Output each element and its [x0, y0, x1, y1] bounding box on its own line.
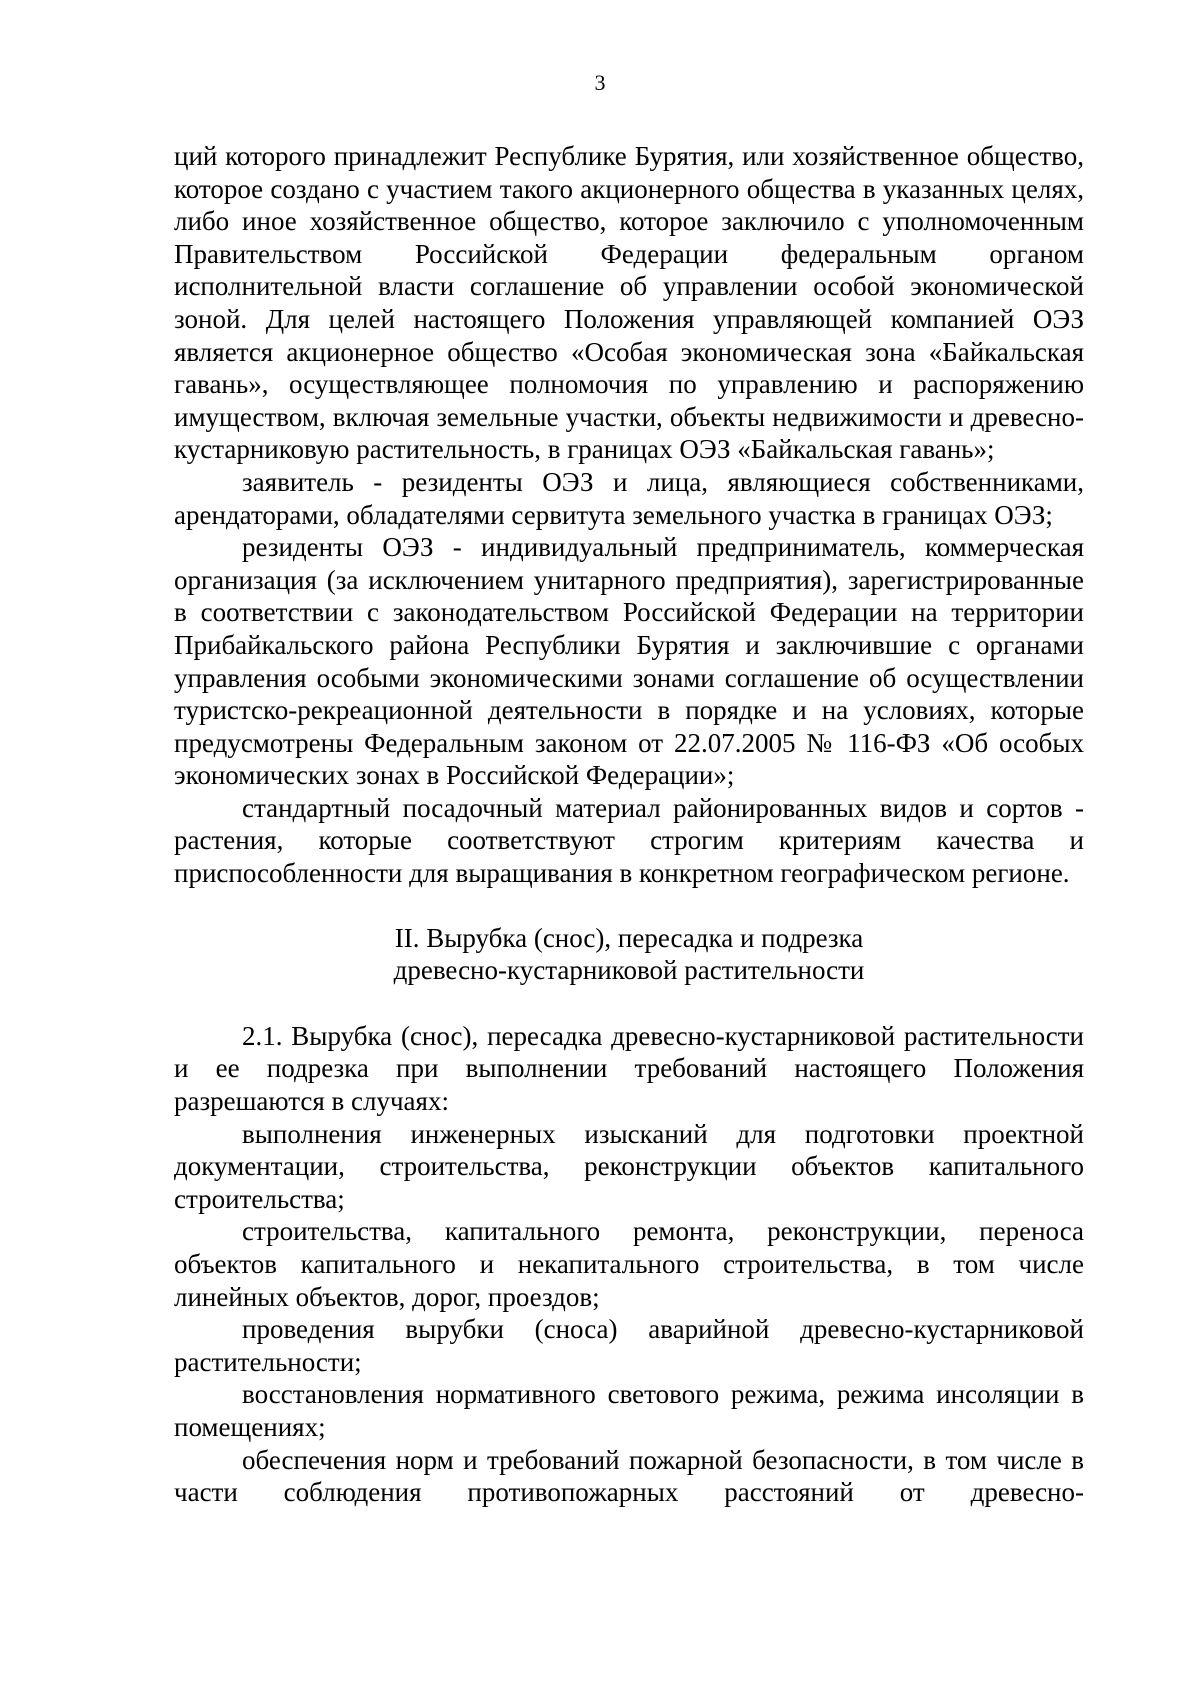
paragraph: обеспечения норм и требований пожарной безопасности, в том числе в части соблюдения противопожарных расстояний от древесно-: [174, 1444, 1084, 1508]
paragraph: заявитель - резиденты ОЭЗ и лица, являющиеся собственниками, арендаторами, обладателями сервитута земельного участка в границах ОЭЗ;: [174, 466, 1084, 530]
paragraph: 2.1. Вырубка (снос), пересадка древесно-кустарниковой растительности и ее подрезка при выполнении требований настоящего Положения разрешаются в случаях:: [174, 1020, 1084, 1117]
definitions-block: [174, 140, 1084, 890]
section-heading-line-1: II. Вырубка (снос), пересадка и подрезка: [394, 922, 864, 953]
paragraph: ций которого принадлежит Республике Бурятия, или хозяйственное общество, которое создано с участием такого акционерного общества в указанных целях, либо иное хозяйственное общество, которое заключило с уполномоченным Правительством Российской Федерации федеральным органом исполнительной власти соглашение об управлении особой экономической зоной. Для целей настоящего Положения управляющей компанией ОЭЗ является акционерное общество «Особая экономическая зона «Байкальская гавань», осуществляющее полномочия по управлению и распоряжению имуществом, включая земельные участки, объекты недвижимости и древесно-кустарниковую растительность, в границах ОЭЗ «Байкальская гавань»;: [174, 141, 1084, 465]
paragraph: строительства, капитального ремонта, реконструкции, переноса объектов капитального и некапитального строительства, в том числе линейных объектов, дорог, проездов;: [174, 1216, 1084, 1312]
paragraph: проведения вырубки (сноса) аварийной древесно-кустарниковой растительности;: [174, 1314, 1084, 1377]
paragraph: восстановления нормативного светового режима, режима инсоляции в помещениях;: [174, 1379, 1084, 1442]
section-heading: [174, 922, 1084, 987]
page-number: 3: [594, 70, 606, 95]
section-heading-line-2: древесно-кустарниковой растительности: [393, 955, 865, 986]
document-body: [174, 140, 1084, 1509]
paragraph: выполнения инженерных изысканий для подготовки проектной документации, строительства, реконструкции объектов капитального строительства;: [174, 1118, 1084, 1214]
paragraph: стандартный посадочный материал районированных видов и сортов - растения, которые соответствуют строгим критериям качества и приспособленности для выращивания в конкретном географическом регионе.: [174, 792, 1084, 889]
section-2-block: [174, 1020, 1084, 1509]
paragraph: резиденты ОЭЗ - индивидуальный предприниматель, коммерческая организация (за исключением унитарного предприятия), зарегистрированные в соответствии с законодательством Российской Федерации на территории Прибайкальского района Республики Бурятия и заключившие с органами управления особыми экономическими зонами соглашение об осуществлении туристско-рекреационной деятельности в порядке и на условиях, которые предусмотрены Федеральным законом от 22.07.2005 № 116-ФЗ «Об особых экономических зонах в Российской Федерации»;: [174, 532, 1084, 791]
